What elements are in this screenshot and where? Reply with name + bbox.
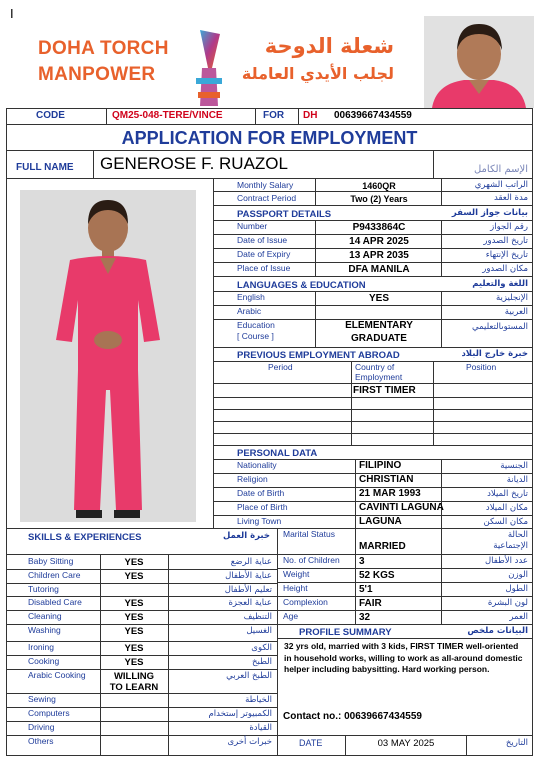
col-position: Position: [466, 362, 497, 372]
issue-date-label: Date of Issue: [237, 235, 288, 245]
salary-label-ar: الراتب الشهري: [474, 180, 528, 190]
full-name-label: FULL NAME: [16, 162, 74, 173]
skill-label: Washing: [28, 625, 61, 635]
place-of-issue-label-ar: مكان الصدور: [482, 264, 528, 274]
skill-label: Disabled Care: [28, 597, 82, 607]
education-label-1: Education: [237, 320, 275, 330]
skills-section-title-ar: خبرة العمل: [222, 531, 270, 541]
personal-extra-value: 52 KGS: [359, 570, 395, 581]
pob-value: CAVINTI LAGUNA: [359, 502, 444, 513]
skill-value: YES: [124, 557, 144, 568]
skill-value: YES: [124, 643, 144, 654]
passport-number-label-ar: رقم الجواز: [490, 222, 528, 232]
skill-label: Tutoring: [28, 584, 59, 594]
english-label: English: [237, 292, 265, 302]
personal-extra-label: Age: [283, 611, 299, 621]
skill-label: Computers: [28, 708, 70, 718]
issue-date-label-ar: تاريخ الصدور: [483, 236, 528, 246]
skill-value: YES: [124, 612, 144, 623]
personal-extra-label-ar: عدد الأطفال: [484, 556, 528, 566]
previous-employment-title-ar: خبرة خارج البلاد: [461, 349, 528, 359]
personal-extra-label-ar: العمر: [509, 612, 528, 622]
personal-extra-label-ar: الوزن: [508, 570, 528, 580]
personal-extra-label: Weight: [283, 569, 310, 579]
phone-value: 00639667434559: [334, 110, 412, 121]
skill-label: Driving: [28, 722, 55, 732]
skill-label-ar: الغسيل: [246, 626, 272, 636]
personal-extra-value: 5'1: [359, 584, 373, 595]
dh-label: DH: [303, 110, 318, 121]
skill-label-ar: عناية العجزة: [228, 598, 272, 608]
expiry-date-label-ar: تاريخ الإنتهاء: [485, 250, 528, 260]
skill-label: Cooking: [28, 656, 60, 666]
education-value-1: ELEMENTARY: [345, 320, 413, 331]
skill-value-line2: TO LEARN: [109, 682, 159, 693]
profile-summary-text: 32 yrs old, married with 3 kids, FIRST TIMER well-oriented in household works, willing to work as all-around domestic helper including babysitting. Hard working person.: [284, 641, 523, 674]
skill-label-ar: القيادة: [249, 723, 272, 733]
full-name-value: GENEROSE F. RUAZOL: [100, 154, 288, 173]
skill-label: Sewing: [28, 694, 56, 704]
skill-label-ar: عناية الأطفال: [225, 571, 272, 581]
education-value-2: GRADUATE: [351, 333, 407, 344]
previous-employment-title: PREVIOUS EMPLOYMENT ABROAD: [237, 350, 400, 361]
date-label: DATE: [299, 738, 323, 748]
nationality-label: Nationality: [237, 460, 277, 470]
nationality-label-ar: الجنسية: [500, 461, 528, 471]
religion-label: Religion: [237, 474, 268, 484]
passport-section-title-ar: بيانات جواز السفر: [451, 208, 528, 218]
living-town-value: LAGUNA: [359, 516, 402, 527]
col-country-1: Country of: [355, 362, 395, 372]
skill-value: YES: [124, 571, 144, 582]
personal-extra-label-ar: الطول: [505, 584, 528, 594]
contract-period-label-ar: مدة العقد: [494, 193, 528, 203]
personal-data-title: PERSONAL DATA: [237, 448, 318, 459]
company-name-ar-1: شعلة الدوحة: [264, 34, 394, 58]
passport-section-title: PASSPORT DETAILS: [237, 209, 332, 220]
place-of-issue-label: Place of Issue: [237, 263, 291, 273]
skill-label-ar: الطبخ: [252, 657, 272, 667]
arabic-label: Arabic: [237, 306, 262, 316]
date-label-ar: التاريخ: [505, 738, 528, 748]
skill-label-ar: الخياطة: [245, 695, 272, 705]
salary-value: 1460QR: [362, 181, 396, 191]
contract-period-value: Two (2) Years: [350, 194, 408, 204]
torch-logo-icon: [188, 28, 230, 108]
dob-value: 21 MAR 1993: [359, 488, 421, 499]
contact-value: 00639667434559: [344, 711, 422, 722]
col-country-2: Employment: [355, 372, 403, 382]
religion-value: CHRISTIAN: [359, 474, 414, 485]
marital-label-ar-2: الإجتماعية: [493, 541, 528, 551]
skill-label-ar: التنظيف: [243, 612, 272, 622]
skill-label-ar: عناية الرضع: [230, 557, 272, 567]
pob-label: Place of Birth: [237, 502, 288, 512]
col-period: Period: [268, 362, 293, 372]
personal-extra-label: No. of Children: [283, 555, 340, 565]
full-name-label-ar: الإسم الكامل: [473, 164, 528, 175]
living-town-label-ar: مكان السكن: [483, 517, 528, 527]
skill-label-ar: الطبخ العربي: [226, 671, 272, 681]
languages-section-title-ar: اللغة والتعليم: [472, 279, 528, 289]
company-name-ar-2: لجلب الأيدي العاملة: [241, 64, 394, 83]
skill-label: Baby Sitting: [28, 556, 74, 566]
skill-label: Arabic Cooking: [28, 670, 86, 680]
living-town-label: Living Town: [237, 516, 282, 526]
passport-number-label: Number: [237, 221, 268, 231]
dob-label-ar: تاريخ الميلاد: [487, 489, 528, 499]
marital-label-ar-1: الحالة: [507, 530, 528, 540]
skills-section-title: SKILLS & EXPERIENCES: [28, 532, 142, 543]
page-title: APPLICATION FOR EMPLOYMENT: [121, 128, 418, 148]
skill-label-ar: الكمبيوتر إستخدام: [208, 709, 272, 719]
company-name-en-1: DOHA TORCH: [38, 38, 169, 59]
skill-label-ar: تعليم الأطفال: [224, 585, 272, 595]
passport-number-value: P9433864C: [352, 222, 406, 233]
skill-value: WILLING: [113, 671, 155, 682]
expiry-date-label: Date of Expiry: [237, 249, 291, 259]
religion-label-ar: الديانة: [506, 475, 528, 485]
skill-label: Others: [28, 736, 54, 746]
portrait-small: [424, 16, 534, 108]
contract-period-label: Contract Period: [237, 193, 297, 203]
personal-extra-label-ar: لون البشرة: [487, 598, 528, 608]
skill-value: YES: [124, 626, 144, 637]
place-of-issue-value: DFA MANILA: [348, 264, 410, 275]
date-value: 03 MAY 2025: [377, 738, 435, 749]
profile-summary-title: PROFILE SUMMARY: [299, 627, 392, 638]
salary-label: Monthly Salary: [237, 180, 294, 190]
pob-label-ar: مكان الميلاد: [485, 503, 528, 513]
code-value: QM25-048-TERE/VINCE: [112, 110, 223, 121]
skill-label-ar: الكوى: [251, 643, 272, 653]
skill-label: Cleaning: [28, 611, 62, 621]
issue-date-value: 14 APR 2025: [349, 236, 409, 247]
skill-label-ar: خبرات أخرى: [227, 737, 272, 747]
for-label: FOR: [263, 110, 285, 121]
personal-extra-value: 3: [359, 556, 365, 567]
english-value: YES: [368, 293, 389, 304]
personal-extra-label: Complexion: [283, 597, 328, 607]
expiry-date-value: 13 APR 2035: [349, 250, 409, 261]
company-name-en-2: MANPOWER: [38, 64, 156, 85]
contact-label: Contact no.:: [283, 711, 342, 722]
personal-extra-value: FAIR: [359, 598, 382, 609]
skill-value: YES: [124, 598, 144, 609]
skill-label: Children Care: [28, 570, 81, 580]
personal-extra-label: Height: [283, 583, 308, 593]
employment-country-value: FIRST TIMER: [353, 385, 416, 396]
profile-summary-title-ar: البيانات ملخص: [467, 626, 528, 636]
english-label-ar: الإنجليزية: [495, 293, 528, 303]
education-label-ar: المستوىالتعليمي: [472, 322, 528, 332]
personal-extra-value: 32: [359, 612, 371, 623]
marital-value: MARRIED: [359, 541, 406, 552]
languages-section-title: LANGUAGES & EDUCATION: [237, 280, 366, 291]
arabic-label-ar: العربية: [504, 307, 528, 317]
code-label: CODE: [36, 110, 65, 121]
marital-label: Marital Status: [283, 529, 335, 539]
skill-label: Ironing: [28, 642, 54, 652]
corner-mark: I: [10, 6, 14, 21]
education-label-2: [ Course ]: [237, 331, 274, 341]
nationality-value: FILIPINO: [359, 460, 402, 471]
dob-label: Date of Birth: [237, 488, 285, 498]
skill-value: YES: [124, 657, 144, 668]
